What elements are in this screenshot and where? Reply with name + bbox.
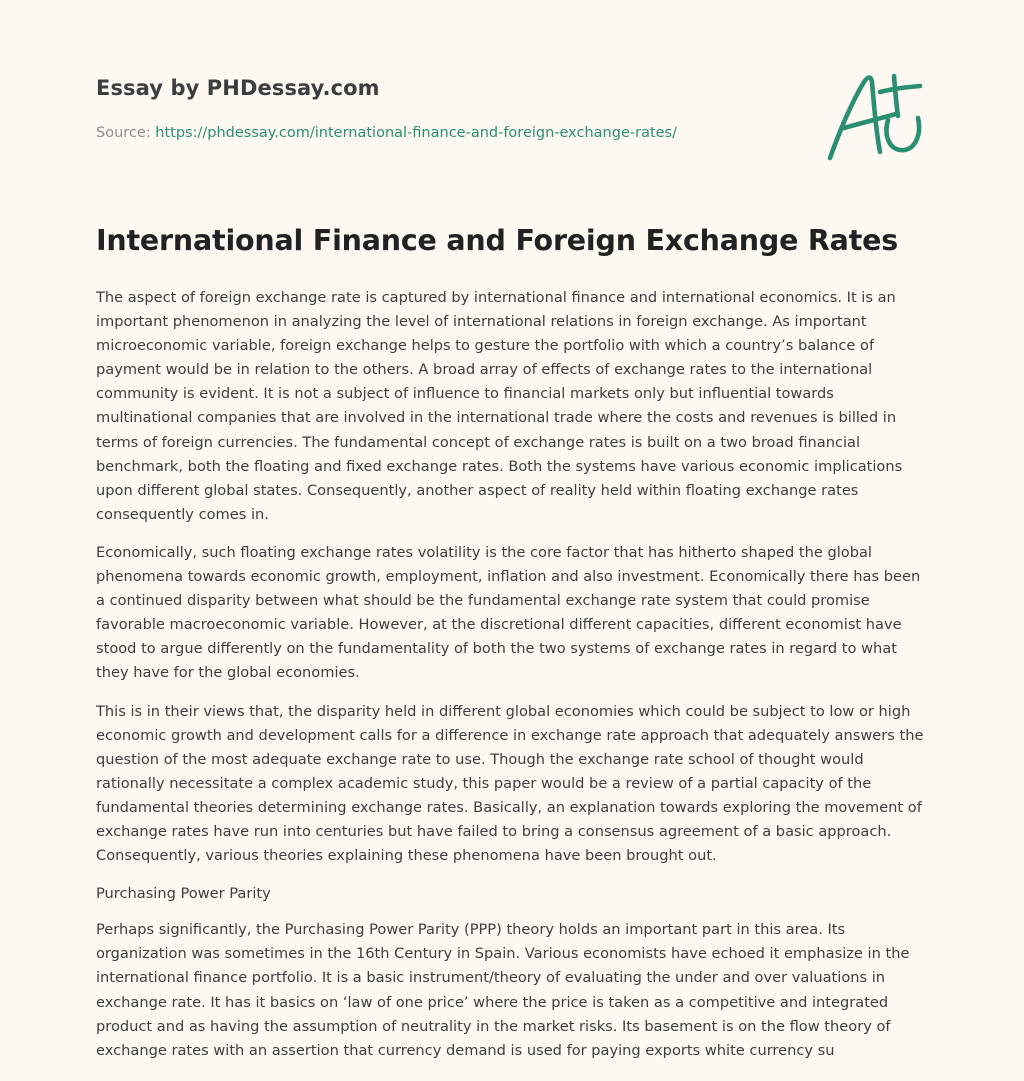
source-line xyxy=(96,125,677,141)
site-brand: Essay by PHDessay.com xyxy=(96,76,380,100)
essay-paragraph-3: This is in their views that, the disparity held in different global economies which could be subject to low or high economic growth and development calls for a difference in exchange rate approach that adequately answers the question of the most adequate exchange rate to use. Though the exchange rate school of thought would rationally necessitate a complex academic study, this paper would be a review of a partial capacity of the fundamental theories determining exchange rates. Basically, an explanation towards exploring the movement of exchange rates have run into centuries but have failed to bring a consensus agreement of a basic approach. Consequently, various theories explaining these phenomena have been brought out. xyxy=(96,702,924,865)
source-label: Source: xyxy=(96,125,156,141)
a-plus-logo-icon xyxy=(822,68,926,164)
essay-paragraph-4: Perhaps significantly, the Purchasing Power Parity (PPP) theory holds an important part in this area. Its organization was sometimes in the 16th Century in Spain. Various economists have echoed it emphasize in the international finance portfolio. It is a basic instrument/theory of evaluating the under and over valuations in exchange rate. It has it basics on ‘law of one price’ where the price is taken as a competitive and integrated product and as having the assumption of neutrality in the market risks. Its basement is on the flow theory of exchange rates with an assertion that currency demand is used for paying exports white currency su xyxy=(96,921,910,1059)
essay-paragraph-1: The aspect of foreign exchange rate is captured by international finance and international economics. It is an important phenomenon in analyzing the level of international relations in foreign exchange. As important microeconomic variable, foreign exchange helps to gesture the portfolio with which a country’s balance of payment would be in relation to the others. A broad array of effects of exchange rates to the international community is evident. It is not a subject of influence to financial markets only but influential towards multinational companies that are involved in the international trade where the costs and revenues is billed in terms of foreign currencies. The fundamental concept of exchange rates is built on a two broad financial benchmark, both the floating and fixed exchange rates. Both the systems have various economic implications upon different global states. Consequently, another aspect of reality held within floating exchange rates consequently comes in. xyxy=(96,289,903,523)
essay-paragraph-2: Economically, such floating exchange rates volatility is the core factor that has hitherto shaped the global phenomena towards economic growth, employment, inflation and also investment. Economically there has been a continued disparity between what should be the fundamental exchange rate system that could promise favorable macroeconomic variable. However, at the discretional different capacities, different economist have stood to argue differently on the fundamentality of both the two systems of exchange rates in regard to what they have for the global economies. xyxy=(96,543,921,682)
section-subheading: Purchasing Power Parity xyxy=(96,885,271,903)
essay-title: International Finance and Foreign Exchange Rates xyxy=(96,224,899,257)
essay-body xyxy=(96,286,932,1077)
source-link[interactable]: https://phdessay.com/international-finance-and-foreign-exchange-rates/ xyxy=(155,125,677,141)
